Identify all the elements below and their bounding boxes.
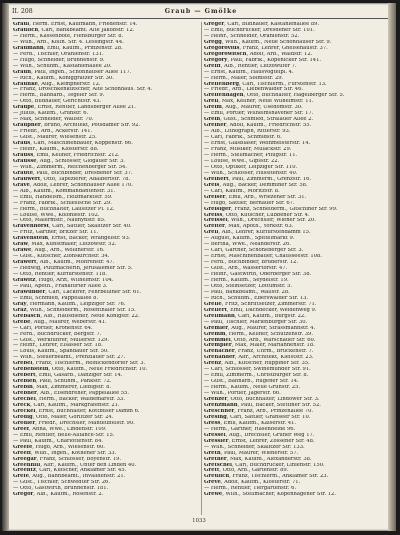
entry-surname: Graul — [13, 22, 30, 27]
directory-entry: Grether, Max, Kaufm., Alexanderstr. 38. — [204, 456, 312, 462]
directory-entry: — Otto, Optiker, Leipziger Str. 110. — [204, 164, 298, 170]
directory-entry: Graz, Wilh., Schneiderm., Rosenthaler Str. 15. — [13, 307, 136, 313]
entry-surname: Gremler — [204, 325, 228, 331]
entry-surname: Grether — [204, 456, 227, 462]
directory-entry: Grebin, Max, Zimmerer, Liebigstr. 8. — [13, 385, 112, 391]
entry-surname: Grebasch — [13, 313, 41, 319]
entry-surname: Gregory — [204, 57, 228, 63]
directory-entry: Grell, Alb., Lehrer, Kurfürstendamm 15. — [204, 230, 311, 236]
directory-entry: Graus, Carl, Maschinenbauer, Koppenstr. 66. — [13, 141, 133, 147]
directory-entry: Greefe, Hugo, Arb., Wiesenstr. 60. — [13, 444, 105, 450]
directory-entry: — Heinr., Lehrer, Elsasser Str. 18. — [13, 343, 103, 349]
entry-surname: Greil — [204, 99, 219, 105]
directory-entry: Gredler, Friedr., Drechsler, Manteuffelstr. 90. — [13, 420, 135, 426]
column-divider — [201, 22, 202, 515]
directory-entry: Grechel, Herm., Bäcker, Waldemarstr. 33. — [13, 397, 125, 403]
directory-entry: Greiter, Max, Apoth., Yorkstr. 63. — [204, 224, 294, 230]
directory-entry: Greisiger, Franz, Schneiderm., Gitschiner Str. 99. — [204, 206, 338, 212]
directory-entry: Grebenstein, Otto, Kaufm., Neue Friedrichstr. 10. — [13, 367, 148, 373]
running-title: Graub — Gmölke — [164, 8, 238, 15]
directory-entry: Gravenstein, Ernst, Bäcker, Wrangelstr. 93. — [13, 236, 131, 242]
entry-surname: Gravenstein — [13, 236, 48, 242]
entry-surname: Gresing — [204, 414, 227, 420]
directory-entry: Greef, Anna, Wwe., Lindenstr. 109. — [13, 426, 107, 432]
directory-entry: — Heinr., Schneider, Oranienstr. 52. — [204, 33, 300, 39]
directory-entry: — Alb., Kaufm., Kommandantenstr. 31. — [13, 188, 116, 194]
directory-entry: Grett, Otto, Arb., Gartenstr. 89. — [204, 468, 289, 474]
entry-surname: Gretschel — [204, 462, 232, 468]
directory-entry: — Heinr., Gastwirth, Oderberger Str. 38. — [204, 272, 312, 278]
directory-entry: — Ernst, Glasbläser, Weinmeisterstr. 14. — [204, 141, 311, 147]
entry-surname: Graute — [13, 170, 33, 176]
directory-entry: — Herm., Rentier, Tiergartenstr. 6. — [204, 486, 297, 492]
directory-entry: Grebert, Emil, Gasarb., Danziger Str. 14. — [13, 373, 123, 379]
directory-entry: Gregor, Alb., Kaufm., Rosenstr. 2. — [13, 492, 104, 498]
entry-surname: Gray — [13, 301, 27, 307]
directory-entry: Gretschel, Carl, Buchdrucker, Linienstr. 150. — [204, 462, 325, 468]
directory-entry: — Emil, Rentier, Belle-Alliance-Str. 15. — [13, 432, 115, 438]
directory-entry: — Otto, Malermstr., Naunynstr. 85. — [13, 218, 106, 224]
directory-entry: — Ferd., Buchbinder, Brüderstr. 12. — [204, 260, 298, 266]
directory-entry: — Hugo, Schneider, Brunnenstr. 9. — [13, 57, 105, 63]
directory-entry: Greifenberg, Carl, Tischlerm., Fürstenstr. 13. — [204, 81, 327, 87]
directory-entry: — Paul, Tischler, Marienburger Str. 30. — [204, 319, 308, 325]
directory-entry: Graupner, Bruno, Architekt, Potsdamer Str. 92. — [13, 123, 141, 129]
entry-surname: Grawitz — [13, 277, 36, 283]
directory-entry: — Friedr., Arb., Ackerstr. 141. — [13, 129, 93, 135]
directory-entry: Grawunder, Carl, Lackirer, Fehrbelliner Str. 61. — [13, 289, 142, 295]
directory-entry: Gravenhorst, Carl, Sattler, Skalitzer Str. 40. — [13, 224, 132, 230]
directory-entry: Greim, Aug., Maurer, Usedomstr. 30. — [204, 105, 303, 111]
directory-entry: — Otto, Rentier, Kurfürstenstr. 118. — [13, 272, 108, 278]
directory-entry: — Emil, Handelsm., Holzmarktstr. 59. — [13, 194, 113, 200]
directory-entry: Gremmel, Otto, Arb., Warschauer Str. 60. — [204, 337, 316, 343]
entry-surname: Greck — [13, 403, 31, 408]
directory-entry: Graunke, Aug., Klempnerstr. 12. — [13, 81, 101, 87]
directory-entry: — August, Kaufm., Spittelmarkt 9. — [204, 236, 295, 242]
directory-entry: — Max, Schneider, Wallstr. 70. — [13, 117, 94, 123]
entry-surname: Greefe — [13, 444, 33, 450]
entry-surname: Greiter — [204, 224, 225, 230]
directory-entry: — Alb., Lithograph, Ritterstr. 93. — [204, 129, 291, 135]
directory-entry: Greiff, Alb., Rentier, Lützowufer 7. — [204, 63, 297, 69]
directory-entry: Grewe, Wilh., Stellmacher, Kopenhagener Str. 12. — [204, 492, 336, 498]
directory-entry: — Otto, Bildhauer, Gerichtstr. 43. — [13, 99, 102, 105]
directory-entry: Grellmann, Carl, Kaufm., Burgstr. 22. — [204, 313, 306, 319]
directory-entry: Grenacher, Franz, Uhrm., Brückenstr. 7. — [204, 349, 314, 355]
entry-surname: Grebel — [13, 361, 33, 367]
directory-page — [2, 3, 396, 531]
entry-surname: Greinert — [204, 176, 229, 182]
entry-surname: Grefe — [13, 474, 29, 480]
entry-surname: Grellert — [204, 307, 227, 313]
entry-surname: Graz — [13, 307, 27, 313]
directory-entry: Gremler, Aug., Maurer, Strassmannstr. 4. — [204, 325, 316, 331]
directory-entry: — Heinr., Kaufm., Klosterstr. 88. — [13, 147, 99, 153]
entry-surname: Greissel — [204, 218, 228, 224]
directory-entry: — Herm., Kassenbote, Flensburger Str. 8. — [13, 33, 124, 39]
directory-entry: Grenzer, Otto, Buchhalter, Lindower Str. 3. — [204, 397, 320, 403]
entry-surname: Grausse — [13, 158, 37, 164]
entry-surname: Grebin — [13, 385, 33, 391]
directory-entry: Greth, Paul, Maurer, Wienerstr. 57. — [204, 450, 299, 456]
directory-entry: — Wilh., Schlosser, Hussitenstr. 40. — [204, 170, 298, 176]
directory-entry: Gress, Emil, Kaufm., Kaiserstr. 41. — [204, 420, 297, 426]
directory-entry: Grenander, Alfr., Architekt, Kleiststr. 23. — [204, 355, 314, 361]
directory-entry: Greinert, Paul, Zimmerm., Grenzstr. 16. — [204, 176, 312, 182]
entry-surname: Grewe — [204, 492, 223, 498]
left-column — [13, 22, 198, 515]
directory-entry: — Ernst, Kaufm., Hausvogteipl. 4. — [204, 69, 294, 75]
entry-surname: Grempler — [204, 343, 232, 349]
page-header — [12, 8, 390, 20]
entry-surname: Greisiger — [204, 206, 231, 212]
directory-entry: Graulich, Carl, Bankbeamt. Alte Jakobstr. 12. — [13, 27, 135, 33]
directory-entry: Greve, Adolf, Kaufm., Klosterstr. 71. — [204, 480, 301, 486]
directory-entry: Gregorovius, Franz, Lehrer, Gneisenaustr. 37. — [204, 45, 328, 51]
entry-surname: Grell — [204, 230, 219, 236]
directory-entry: Gray, Hermann, Kaufm., Leipziger Str. 76. — [13, 301, 126, 307]
directory-entry: Grempler, Max, Maler, Mariannenstr. 18. — [204, 343, 315, 349]
entry-surname: Greth — [204, 450, 221, 456]
entry-surname: Grein — [204, 117, 221, 123]
directory-entry: Greil, Max, Kellner, Neue Wilhelmstr. 11. — [204, 99, 314, 105]
entry-surname: Grebner — [13, 391, 37, 397]
directory-entry: Gregg, Wilh., Kaufm., Neue Schönhauser Str. 9. — [204, 39, 332, 45]
entry-surname: Graupner — [13, 123, 41, 129]
directory-entry: — Rich., Schuhm., Eberswalder Str. 13. — [204, 295, 309, 301]
entry-surname: Gregorovius — [204, 45, 240, 51]
entry-surname: Graupe — [13, 105, 35, 111]
directory-entry: Gregorowitsch, Adolf, Arb., Waldstr. 12. — [204, 51, 313, 57]
directory-entry: Greis, Aug., Bäcker, Demminer Str. 58. — [204, 182, 308, 188]
directory-entry: Grauwert, Otto, Tapezierer, Adalbertstr. 78. — [13, 176, 131, 182]
directory-entry: — Louise, Wwe., Koloniestr. 102. — [13, 212, 100, 218]
directory-entry: Grawert, Alb., Kaufm., Mohrenstr. 47. — [13, 260, 115, 266]
directory-entry: — Herm., Kaufm., Neue Grünstr. 25. — [204, 385, 301, 391]
directory-entry: — Julius, Kaufm., Grünstr. 6. — [13, 111, 89, 117]
entry-surname: Gredler — [13, 420, 36, 426]
entry-surname: Gress — [204, 420, 221, 426]
entry-surname: Gressler — [204, 438, 229, 444]
directory-entry: Graupe, Ernst, Rentier, Landsberger Allee 21. — [13, 105, 136, 111]
directory-entry: Gremm, Herm., Kellner, Schützenstr. 39. — [204, 331, 314, 337]
directory-entry: — Friedr., Arb., Liebenwalder Str. 46. — [204, 87, 304, 93]
directory-entry: — Wilh., Arb., Kölln. Str. 4. Lessingstr. 44. — [13, 39, 124, 45]
entry-surname: Graus — [13, 141, 31, 147]
entry-surname: Graulich — [13, 27, 39, 33]
entry-surname: Grellmann — [204, 313, 235, 319]
entry-surname: Greiff — [204, 63, 221, 69]
directory-entry: — Herm., Buchhalter, Lausitzer Pl. 12. — [13, 206, 115, 212]
directory-entry: Grebasch, Alb., Hausdiener, Neue Königstr. 22. — [13, 313, 140, 319]
entry-surname: Greschner — [204, 408, 235, 414]
entry-surname: Grave — [13, 182, 30, 188]
directory-entry: — Franz, Musiker, Mulackstr. 29. — [204, 147, 292, 153]
entry-surname: Greifenhagen — [204, 93, 244, 99]
entry-surname: Greulich — [204, 474, 230, 480]
directory-entry: Greifenhagen, Otto, Buchhalter, Hagelberger Str. 5. — [204, 93, 345, 99]
directory-entry: — Hedwig, Putzmacherin, Jerusalemer Str. 5. — [13, 266, 133, 272]
entry-surname: Greeff — [13, 450, 32, 456]
directory-entry: — Herm., Maler, Solmsstr. 29. — [204, 75, 284, 81]
entry-surname: Gremmel — [204, 337, 231, 343]
entry-surname: Grett — [204, 468, 220, 474]
page-gutter — [2, 3, 9, 531]
directory-entry: — Bertha, Wwe., Neanderstr. 26. — [204, 242, 291, 248]
entry-surname: Grenacher — [204, 349, 235, 355]
adjacent-page-edge — [388, 3, 396, 531]
entry-surname: Gregor — [13, 492, 34, 498]
directory-entry: — Gust., Kutscher, Zionskirchstr. 34. — [13, 254, 110, 260]
directory-entry: Grebner, Alb., Eisendreher, Pappelallee 55. — [13, 391, 130, 397]
entry-surname: Gredig — [13, 414, 33, 420]
entry-surname: Grelle — [204, 301, 222, 307]
directory-entry: Grefe, Aug., Bahnbeamt., Invalidenstr. 21. — [13, 474, 126, 480]
entry-surname: Greve — [204, 480, 221, 486]
directory-entry: — Herm., Stellmacher, Pflugstr. 11. — [204, 152, 298, 158]
directory-entry: — Herm., Kaufm., Seydelstr. 19. — [204, 277, 289, 283]
directory-entry: — Herm., Bahnarb., Tegeler Str. 9. — [13, 93, 105, 99]
directory-entry: Grenzmann, Paul, Bäcker, Stettiner Str. 52. — [204, 403, 321, 408]
right-column — [204, 22, 389, 515]
footer-number: 1033 — [192, 518, 206, 524]
directory-entry: — Emil, Zimmerm., Christburger Str. 8. — [204, 373, 309, 379]
directory-entry: Grebe, Aug., Maurer, Weberstr. 41. — [13, 319, 107, 325]
directory-entry: — Louis, Kaufm., Spandauer Str. 50. — [13, 349, 109, 355]
entry-surname: Grebien — [13, 379, 37, 385]
directory-entry: Greiser, Emil, Arb., Wriezener Str. 31. — [204, 194, 307, 200]
directory-entry: Graw, Max, Kunstmaler, Lützowstr. 52. — [13, 242, 117, 248]
directory-entry: Greegar, Franz, Schlosser, Boyenstr. 19. — [13, 456, 122, 462]
entry-surname: Gressel — [204, 432, 226, 438]
directory-entry: Grebien, Paul, Schuhm., Pankstr. 72. — [13, 379, 112, 385]
directory-entry: — Ferd., Tischler, Oranienstr. 131. — [13, 51, 104, 57]
directory-entry: — Louise, Wwe., Gipsstr. 22. — [204, 158, 280, 164]
directory-entry: — Otto, Steinsetzer, Lottumstr. 5. — [204, 283, 293, 289]
entry-surname: Grauss — [13, 152, 34, 158]
directory-entry: Grellert, Emil, Dachdecker, Weidenweg 9. — [204, 307, 317, 313]
entry-surname: Greim — [204, 105, 222, 111]
entry-surname: Greentz — [13, 468, 36, 474]
directory-entry: Greeff, Wilh., Ingen., Köthener Str. 33. — [13, 450, 117, 456]
directory-entry: — Carl, Schlosser, Swinemünder Str. 91. — [204, 367, 311, 373]
directory-entry: Gressel, Aug., Drechsler, Grüner Weg 17. — [204, 432, 315, 438]
directory-entry: — Wilh., Zimmerm., Reichenberger Str. 54. — [13, 164, 127, 170]
directory-entry: Grawitz, Hugo, Arzt, Wilhelmstr. 104. — [13, 277, 114, 283]
directory-entry: Greger, Carl, Bildhauer, Kastanienallee 89. — [204, 22, 320, 27]
directory-entry: — Gust., Maurer, Wiesenstr. 25. — [13, 135, 97, 141]
directory-entry: Greentz, Carl, Kutscher, Anklamer Str. 45. — [13, 468, 127, 474]
entry-surname: Greis — [204, 182, 220, 188]
directory-entry: Graute, Paul, Buchbinder, Dresdener Str. 37. — [13, 170, 133, 176]
directory-entry: Greissel, Wilh., Drechsler, Wiener Str. 20. — [204, 218, 316, 224]
directory-entry: — Fritz, Gärtner, Britzer Str. 11. — [13, 230, 99, 236]
directory-entry: — Gust., Arb., Wassertorstr. 47. — [204, 266, 288, 272]
directory-entry: Greckel, Ernst, Buchhalter, Kottbuser Damm 6. — [13, 408, 140, 414]
entry-surname: Gravenhorst — [13, 224, 49, 230]
directory-entry: Graumann, Emil, Kaufm., Prinzenstr. 28. — [13, 45, 123, 51]
entry-surname: Greef — [13, 426, 29, 432]
entry-surname: Grawert — [13, 260, 37, 266]
directory-entry: Grauss, Emil, Kellner, Friedrichstr. 212. — [13, 152, 120, 158]
directory-entry: Greiner, Adolf, Kaufm., Friedrichstr. 55. — [204, 123, 312, 129]
entry-surname: Graunke — [13, 81, 38, 87]
entry-surname: Grenzer — [204, 397, 228, 403]
directory-entry: Grawe, Aug., Arb., Wollinerstr. 16. — [13, 248, 105, 254]
directory-entry: — Gust., Werkführer, Müllerstr. 129. — [13, 337, 109, 343]
entry-surname: Greenhill — [13, 462, 41, 468]
directory-entry: Grausse, Aug., Schlosser, Glogauer Str. 3. — [13, 158, 125, 164]
directory-entry: — Paul, Bankbeamt., Wallstr. 28. — [204, 289, 290, 295]
directory-entry: — Franz, Droschkenkutscher, Alte Schönhaus. Str. 4. — [13, 87, 153, 93]
entry-surname: Grawunder — [13, 289, 46, 295]
directory-entry: — Carl, Portier, Kronenstr. 64. — [13, 325, 93, 331]
directory-entry: — Wilh., Portier, Jägerstr. 66. — [204, 391, 281, 397]
directory-entry: — Otto, Gastwirth, Brunnenstr. 181. — [13, 486, 109, 492]
entry-surname: Grebert — [13, 373, 36, 379]
entry-surname: Graumann — [13, 45, 44, 51]
directory-entry: — Franz, Fabrik., Schlesische Str. 29. — [13, 200, 112, 206]
entry-surname: Grenz — [204, 361, 222, 367]
directory-entry: Graun, Paul, Ingen., Schönhauser Allee 117. — [13, 69, 132, 75]
directory-entry: — Ernst, Maschinenbauer, Chausseestr. 108. — [204, 254, 322, 260]
directory-entry: — Gust., Tischler, Schwedter Str. 26. — [13, 480, 110, 486]
entry-surname: Greiser — [204, 194, 226, 200]
directory-entry: — Emil, Schmied, Pappelallee 8. — [13, 295, 99, 301]
entry-surname: Grechel — [13, 397, 36, 403]
entry-surname: Gregorowitsch — [204, 51, 247, 57]
directory-entry: Grelle, Fritz, Schriftsetzer, Zimmerstr. 71. — [204, 301, 317, 307]
directory-entry: — Hugo, Sattler, Bernauer Str. 67. — [204, 200, 295, 206]
directory-entry: — Wilh., Schuhm., Kastanienallee 20. — [13, 63, 112, 69]
directory-entry: — Wilh., Schneider, Skalitzer Str. 133. — [204, 444, 305, 450]
directory-entry: Greschner, Franz, Arb., Prinzenallee 70. — [204, 408, 314, 414]
entry-surname: Grenzmann — [204, 403, 238, 408]
entry-surname: Greger — [204, 22, 225, 27]
entry-surname: Graw — [13, 242, 28, 248]
entry-surname: Grebenstein — [13, 367, 49, 373]
directory-entry: Gregory, Paul, Fabrik., Köpenicker Str. 141. — [204, 57, 322, 63]
directory-entry: Graul, Herm. Ernst, Kaufmann, Friedenstr. 14. — [13, 22, 138, 27]
directory-entry: — Gust., Bahnarb., Rügener Str. 14. — [204, 379, 299, 385]
directory-entry: — Emil, Portier, Wilhelmshavener Str. 17. — [204, 111, 314, 117]
entry-surname: Grawe — [13, 248, 32, 254]
directory-entry: Grein, Gust., Schmied, Stralauer Allee 2. — [204, 117, 314, 123]
entry-surname: Gremm — [204, 331, 226, 337]
directory-entry: Greenhill, Alfr., Kaufm., Unter den Linden 40. — [13, 462, 137, 468]
directory-entry: — Paul, Kaufm., Charlottenstr. 84. — [13, 438, 104, 444]
directory-entry: — Emil, Buchdrucker, Dresdener Str. 101. — [204, 27, 315, 33]
directory-entry: — Rich., Kaufm., Königgrätzer Str. 30. — [13, 75, 114, 81]
directory-entry: Gresing, Carl, Sattler, Granseer Str. 10. — [204, 414, 311, 420]
entry-surname: Greiss — [204, 212, 223, 218]
entry-surname: Greiner — [204, 123, 227, 129]
directory-entry: Grave, Adolf, Lehrer, Schönhauser Allee 170. — [13, 182, 133, 188]
directory-entry: — Carl, Fabrik., Schmidstr. 6. — [204, 135, 282, 141]
entry-surname: Gregg — [204, 39, 222, 45]
directory-entry: Greiss, Otto, Kutscher, Lübbener Str. 4. — [204, 212, 310, 218]
entry-surname: Graun — [13, 69, 32, 75]
directory-entry: Gressler, Ernst, Lehrer, Zossener Str. 48. — [204, 438, 315, 444]
directory-entry: — Carl, Kaufm., Moritzstr. 8. — [204, 188, 280, 194]
directory-entry: Gredig, Otto, Maler, Görlitzer Str. 24. — [13, 414, 114, 420]
entry-surname: Grenander — [204, 355, 236, 361]
entry-surname: Greifenberg — [204, 81, 240, 87]
directory-entry: Greulich, Franz, Tischlerm., Anklamer Str. 23. — [204, 474, 329, 480]
directory-entry: — Herm., Gärtner, Hasenheide 96. — [204, 426, 296, 432]
entry-surname: Grauwert — [13, 176, 41, 182]
directory-entry: Grenz, Alb., Kutscher, Ruppiner Str. 35. — [204, 361, 310, 367]
directory-entry: Greck, Carl, Kaufm., Markgrafenstr. 21. — [13, 403, 120, 408]
directory-entry: — Carl, Gärtner, Schöneberger Str. 3. — [204, 248, 304, 254]
directory-entry: Grebel, Franz, Tischlerm., Reinickendorfer Str. 3. — [13, 361, 146, 367]
directory-entry: — Wilh., Steuerbeamt., Prenzlauer Str. 27. — [13, 355, 126, 361]
page-number: II. 208 — [12, 8, 33, 15]
directory-entry: — Ferd., Buchdrucker, Bergstr. 7. — [13, 331, 102, 337]
entry-surname: Grebe — [13, 319, 31, 325]
entry-surname: Greegar — [13, 456, 37, 462]
header-rule — [12, 18, 390, 19]
directory-entry: — Paul, Apoth., Frankfurter Allee 3. — [13, 283, 108, 289]
entry-surname: Greckel — [13, 408, 36, 414]
